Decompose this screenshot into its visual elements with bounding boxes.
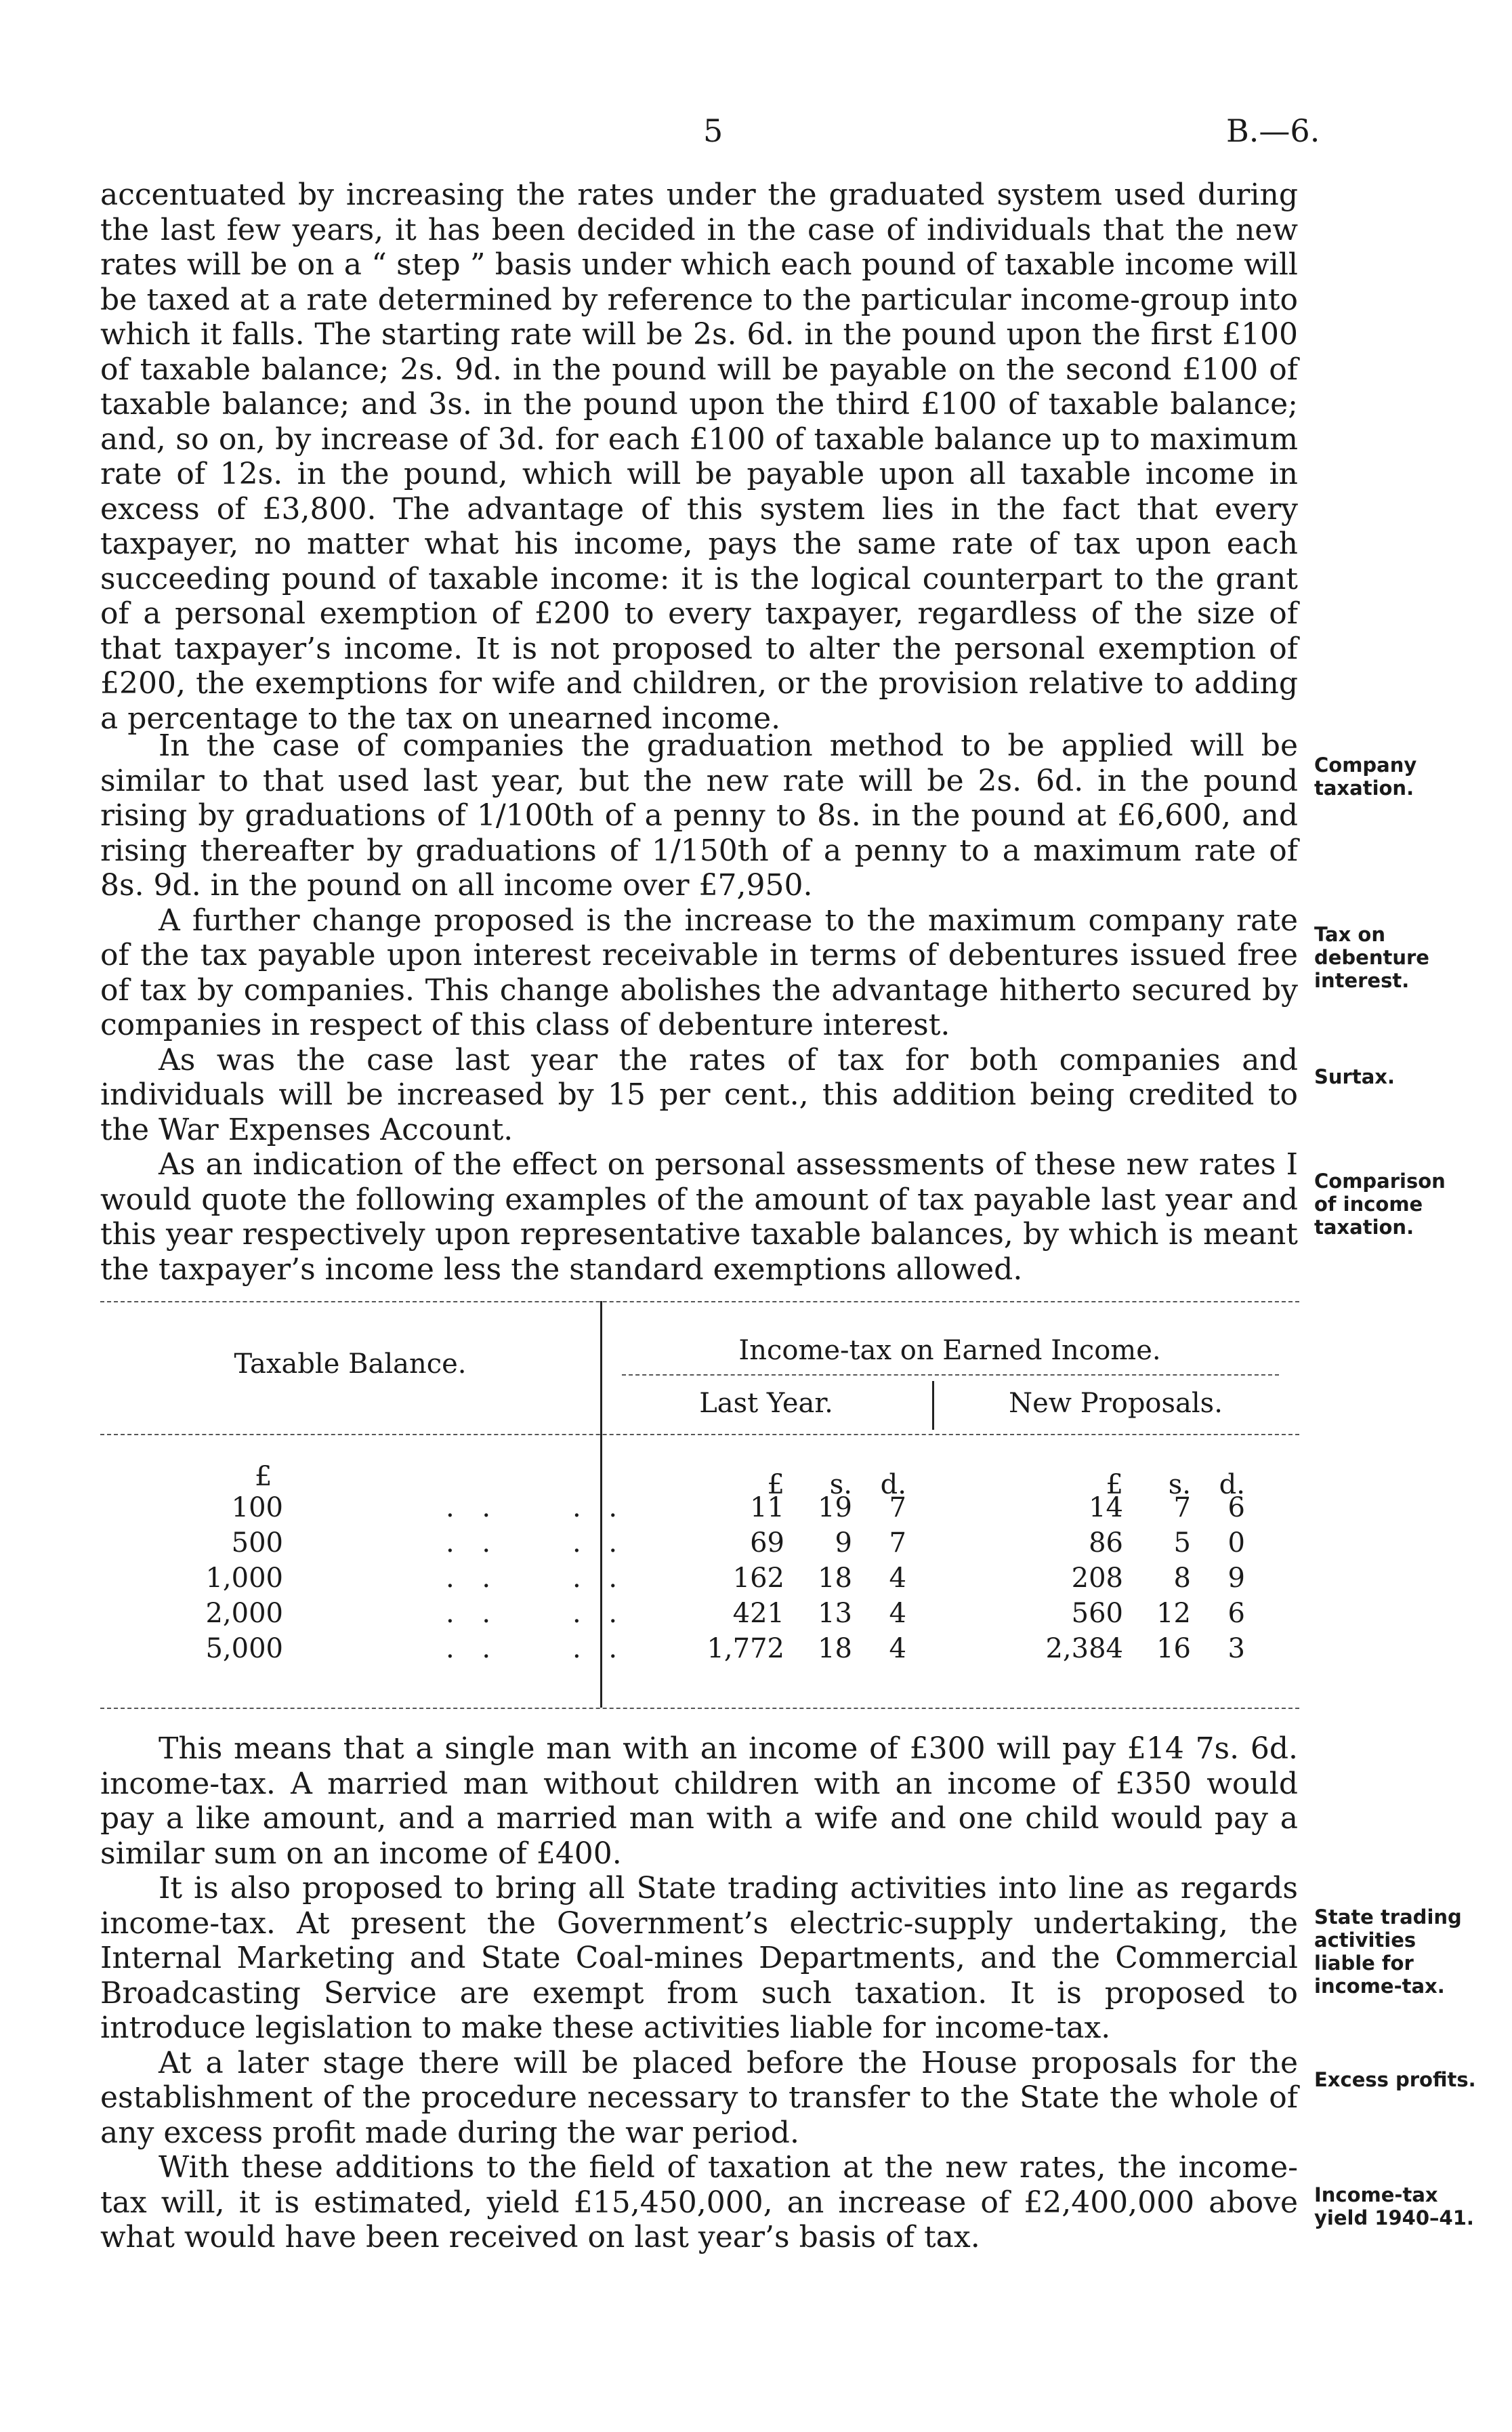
cell-last-shillings: 18: [818, 1633, 852, 1664]
page-number: 5: [703, 112, 723, 149]
column-header-last-year: Last Year.: [699, 1388, 833, 1419]
sidenote-line: State trading: [1314, 1905, 1462, 1929]
cell-last-shillings: 18: [818, 1563, 852, 1594]
sidenote-line: Tax on: [1314, 923, 1385, 946]
column-header-new-proposals: New Proposals.: [1009, 1388, 1223, 1419]
cell-new-shillings: 5: [1173, 1527, 1191, 1559]
cell-last-pounds: 69: [750, 1527, 784, 1559]
new-pence-unit: d.: [1219, 1469, 1245, 1500]
cell-last-pence: 4: [889, 1598, 906, 1629]
income-tax-comparison-table: [100, 1301, 1299, 1725]
document-reference: B.—6.: [1226, 112, 1320, 149]
body-section-after-table: [100, 1731, 1298, 2255]
paragraph-surtax: As was the case last year the rates of tax for both companies and individuals will be increased by 15 per cent., this addition being credited to the War Expenses Account.: [100, 1042, 1298, 1147]
last-year-pounds-unit: £: [767, 1469, 784, 1500]
sidenote-line: taxation.: [1314, 1216, 1414, 1239]
sidenote-excess-profits: [1314, 2068, 1512, 2091]
cell-new-shillings: 16: [1156, 1633, 1191, 1664]
paragraph-excess-profits: At a later stage there will be placed before the House proposals for the establishment of the procedure necessary to transfer to the State the whole of any excess profit made during the war period.: [100, 2045, 1298, 2150]
cell-last-pounds: 421: [732, 1598, 784, 1629]
pound-unit-label: £: [255, 1461, 272, 1492]
sidenote-company-taxation: [1314, 754, 1512, 800]
column-header-taxable-balance: Taxable Balance.: [234, 1348, 467, 1380]
cell-balance: 500: [231, 1527, 283, 1559]
cell-last-shillings: 19: [818, 1492, 852, 1523]
paragraph-yield: With these additions to the field of taxation at the new rates, the income-tax will, it is estimated, yield £15,450,000, an increase of £2,400,000 above what would have been received on last year’s basis of tax.: [100, 2150, 1298, 2254]
last-year-pence-unit: d.: [880, 1469, 906, 1500]
cell-new-pounds: 208: [1071, 1563, 1123, 1594]
paragraph-state-trading: It is also proposed to bring all State trading activities into line as regards income-tax. At present the Government’s electric-supply undertaking, the Internal Marketing and State Coal-mines Departments, and the Commercial Broadcasting Service are exempt from such taxation. It is proposed to introduce legislation to make these activities liable for income-tax.: [100, 1871, 1298, 2045]
cell-new-shillings: 8: [1173, 1563, 1191, 1594]
sidenote-line: of income: [1314, 1193, 1423, 1216]
paragraph-debenture-interest: A further change proposed is the increase to the maximum company rate of the tax payable upon interest receivable in terms of debentures issued free of tax by companies. This change abolishes the advantage hitherto secured by companies in respect of this class of debenture interest.: [100, 903, 1298, 1042]
cell-last-pounds: 11: [750, 1492, 784, 1523]
body-section-companies: [100, 728, 1298, 1287]
sidenote-line: yield 1940–41.: [1314, 2206, 1474, 2229]
sidenote-line: Excess profits.: [1314, 2068, 1476, 2091]
sidenote-debenture-interest: [1314, 923, 1512, 992]
sidenote-line: Comparison: [1314, 1170, 1446, 1193]
cell-last-shillings: 13: [818, 1598, 852, 1629]
cell-new-pounds: 86: [1089, 1527, 1123, 1559]
cell-last-shillings: 9: [835, 1527, 852, 1559]
cell-new-pence: 6: [1227, 1598, 1245, 1629]
cell-last-pence: 7: [889, 1492, 906, 1523]
cell-new-shillings: 7: [1173, 1492, 1191, 1523]
paragraph-examples: This means that a single man with an income of £300 will pay £14 7s. 6d. income-tax. A married man without children with an income of £350 would pay a like amount, and a married man with a wife and one child would pay a similar sum on an income of £400.: [100, 1731, 1298, 1871]
cell-new-pounds: 560: [1071, 1598, 1123, 1629]
sidenote-line: Surtax.: [1314, 1065, 1395, 1088]
new-shillings-unit: s.: [1168, 1469, 1191, 1500]
header-bottom-rule: [100, 1434, 1299, 1435]
cell-new-pence: 3: [1227, 1633, 1245, 1664]
paragraph-company-taxation: In the case of companies the graduation method to be applied will be similar to that used last year, but the new rate will be 2s. 6d. in the pound rising by graduations of 1/100th of a penny to 8s. in the pound at £6,600, and rising thereafter by graduations of 1/150th of a penny to a maximum rate of 8s. 9d. in the pound on all income over £7,950.: [100, 728, 1298, 903]
cell-new-shillings: 12: [1156, 1598, 1191, 1629]
cell-new-pounds: 2,384: [1045, 1633, 1123, 1664]
sidenote-line: liable for: [1314, 1952, 1414, 1975]
sidenote-line: taxation.: [1314, 777, 1414, 800]
leader-dots: . . . .: [446, 1527, 627, 1559]
table-top-rule: [100, 1301, 1299, 1302]
cell-last-pence: 4: [889, 1633, 906, 1664]
cell-new-pence: 9: [1227, 1563, 1245, 1594]
new-pounds-unit: £: [1106, 1469, 1123, 1500]
cell-balance: 2,000: [205, 1598, 283, 1629]
sidenote-comparison: [1314, 1170, 1512, 1239]
cell-last-pounds: 162: [732, 1563, 784, 1594]
column-header-income-tax: Income-tax on Earned Income.: [738, 1335, 1161, 1366]
cell-new-pence: 0: [1227, 1527, 1245, 1559]
leader-dots: . . . .: [446, 1563, 627, 1594]
sidenote-line: activities: [1314, 1929, 1416, 1952]
sidenote-state-trading: [1314, 1905, 1512, 1998]
sidenote-line: debenture: [1314, 946, 1429, 969]
cell-new-pence: 6: [1227, 1492, 1245, 1523]
sidenote-line: Income-tax: [1314, 2183, 1438, 2206]
sidenote-line: Company: [1314, 754, 1417, 777]
cell-last-pence: 7: [889, 1527, 906, 1559]
cell-last-pence: 4: [889, 1563, 906, 1594]
paragraph-comparison: As an indication of the effect on personal assessments of these new rates I would quote the following examples of the amount of tax payable last year and this year respectively upon representative taxable balances, by which is meant the taxpayer’s income less the standard exemptions allowed.: [100, 1147, 1298, 1287]
sidenote-surtax: [1314, 1065, 1512, 1088]
sidenote-line: interest.: [1314, 969, 1410, 992]
last-year-shillings-unit: s.: [829, 1469, 852, 1500]
group-header-rule: [622, 1374, 1279, 1376]
cell-last-pounds: 1,772: [707, 1633, 784, 1664]
leader-dots: . . . .: [446, 1633, 627, 1664]
table-bottom-rule: [100, 1708, 1299, 1709]
leader-dots: . . . .: [446, 1598, 627, 1629]
cell-new-pounds: 14: [1089, 1492, 1123, 1523]
body-section-rates: [100, 178, 1298, 736]
cell-balance: 100: [231, 1492, 283, 1523]
paragraph-step-rates: accentuated by increasing the rates under the graduated system used during the last few years, it has been decided in the case of individuals that the new rates will be on a “ step ” basis under which each pound of taxable income will be taxed at a rate determined by reference to the particular income-group into which it falls. The starting rate will be 2s. 6d. in the pound upon the first £100 of taxable balance; 2s. 9d. in the pound will be payable on the second £100 of taxable balance; and 3s. in the pound upon the third £100 of taxable balance; and, so on, by increase of 3d. for each £100 of taxable balance up to maximum rate of 12s. in the pound, which will be payable upon all taxable income in excess of £3,800. The advantage of this system lies in the fact that every taxpayer, no matter what his income, pays the same rate of tax upon each succeeding pound of taxable income: it is the logical counterpart to the grant of a personal exemption of £200 to every taxpayer, regardless of the size of that taxpayer’s income. It is not proposed to alter the personal exemption of £200, the exemptions for wife and children, or the provision relative to adding a percentage to the tax on unearned income.: [100, 178, 1298, 736]
leader-dots: . . . .: [446, 1492, 627, 1523]
sidenote-income-tax-yield: [1314, 2183, 1512, 2229]
cell-balance: 5,000: [205, 1633, 283, 1664]
sidenote-line: income-tax.: [1314, 1975, 1445, 1998]
cell-balance: 1,000: [205, 1563, 283, 1594]
